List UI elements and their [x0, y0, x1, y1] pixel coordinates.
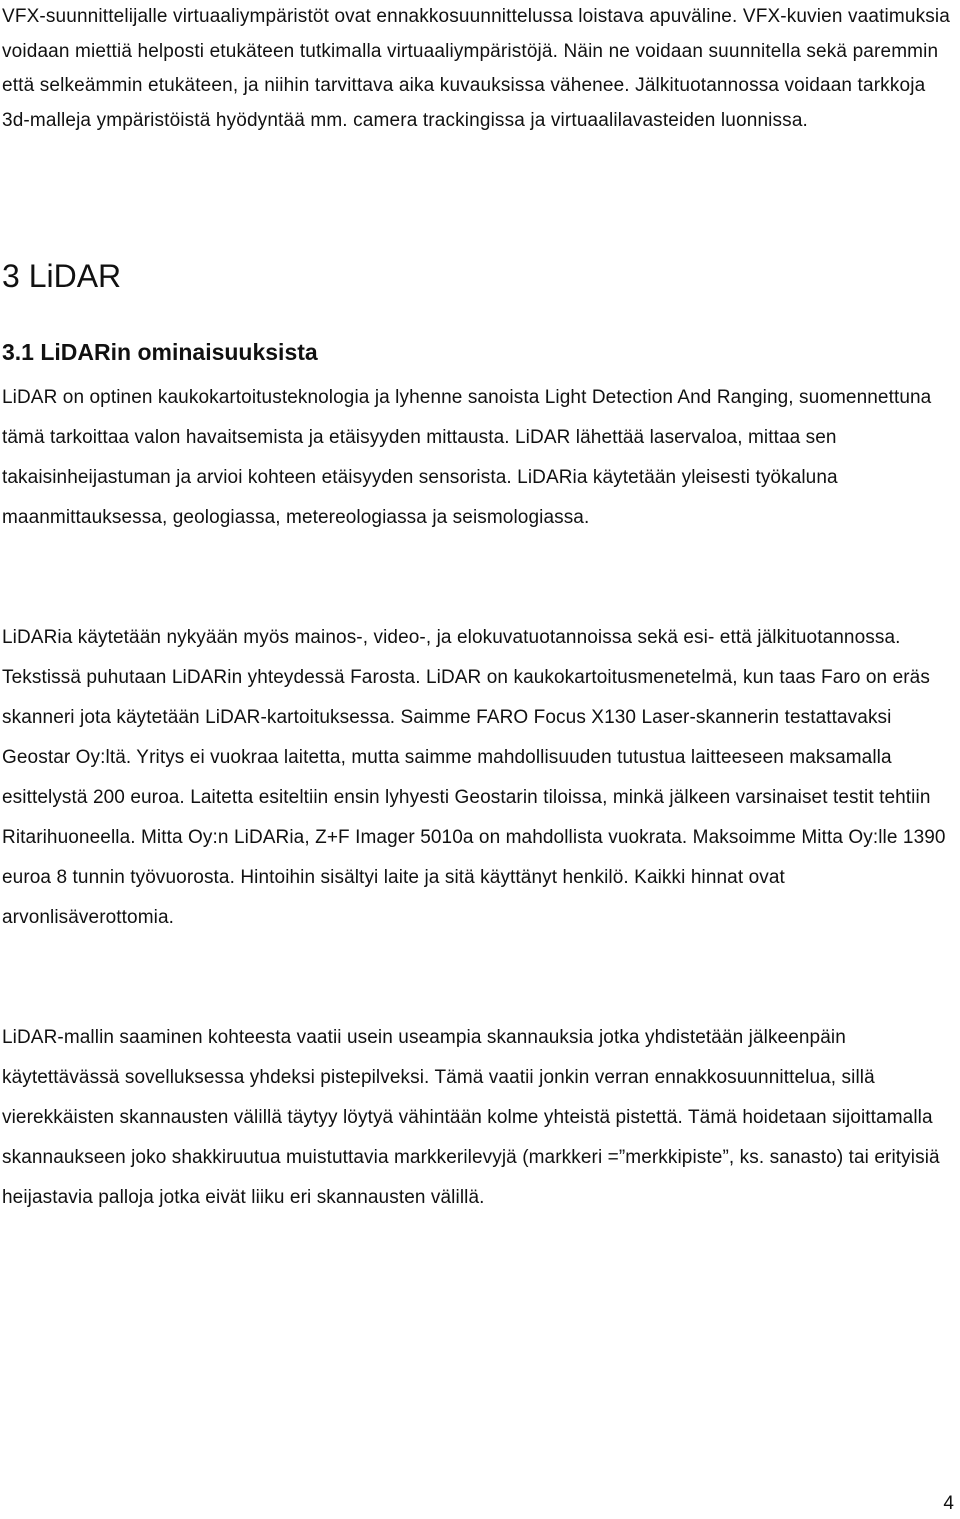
paragraph-lidar-definition: LiDAR on optinen kaukokartoitusteknologia ja lyhenne sanoista Light Detection And Ranging, suomennettuna tämä tarkoittaa valon havaitsemista ja etäisyyden mittausta. LiDAR lähettää laservaloa, mittaa sen takaisinheijastuman ja arvioi kohteen etäisyyden sensorista. LiDARia käytetään yleisesti työkaluna maanmittauksessa, geologiassa, metereologiassa ja seismologiassa. [2, 387, 932, 528]
intro-paragraph: VFX-suunnittelijalle virtuaaliympäristöt ovat ennakkosuunnittelussa loistava apuväline. VFX-kuvien vaatimuksia voidaan miettiä helposti etukäteen tutkimalla virtuaaliympäristöjä. Näin ne voidaan suunnitella sekä paremmin että selkeämmin etukäteen, ja niihin tarvittava aika kuvauksissa vähenee. Jälkituotannossa voidaan tarkkoja 3d-malleja ympäristöistä hyödyntää mm. camera trackingissa ja virtuaalilavasteiden luonnissa. [2, 6, 950, 131]
page-number: 4 [943, 1493, 954, 1514]
subsection-heading: 3.1 LiDARin ominaisuuksista [2, 339, 318, 365]
paragraph-lidar-scanning: LiDAR-mallin saaminen kohteesta vaatii usein useampia skannauksia jotka yhdistetään jälkeenpäin käytettävässä sovelluksessa yhdeksi pistepilveksi. Tämä vaatii jonkin verran ennakkosuunnittelua, sillä vierekkäisten skannausten välillä täytyy löytyä vähintään kolme yhteistä pistettä. Tämä hoidetaan sijoittamalla skannaukseen joko shakkiruutua muistuttavia markkerilevyjä (markkeri =”merkkipiste”, ks. sanasto) tai erityisiä heijastavia palloja jotka eivät liiku eri skannausten välillä. [2, 1027, 940, 1208]
section-heading: 3 LiDAR [2, 258, 122, 294]
paragraph-lidar-production-use: LiDARia käytetään nykyään myös mainos-, video-, ja elokuvatuotannoissa sekä esi- että jälkituotannossa. Tekstissä puhutaan LiDARin yhteydessä Farosta. LiDAR on kaukokartoitusmenetelmä, kun taas Faro on eräs skanneri jota käytetään LiDAR-kartoituksessa. Saimme FARO Focus X130 Laser-skannerin testattavaksi Geostar Oy:ltä. Yritys ei vuokraa laitetta, mutta saimme mahdollisuuden tutustua laitteeseen maksamalla esittelystä 200 euroa. Laitetta esiteltiin ensin lyhyesti Geostarin tiloissa, minkä jälkeen varsinaiset testit tehtiin Ritarihuoneella. Mitta Oy:n LiDARia, Z+F Imager 5010a on mahdollista vuokrata. Maksoimme Mitta Oy:lle 1390 euroa 8 tunnin työvuorosta. Hintoihin sisältyi laite ja sitä käyttänyt henkilö. Kaikki hinnat ovat arvonlisäverottomia. [2, 627, 946, 928]
